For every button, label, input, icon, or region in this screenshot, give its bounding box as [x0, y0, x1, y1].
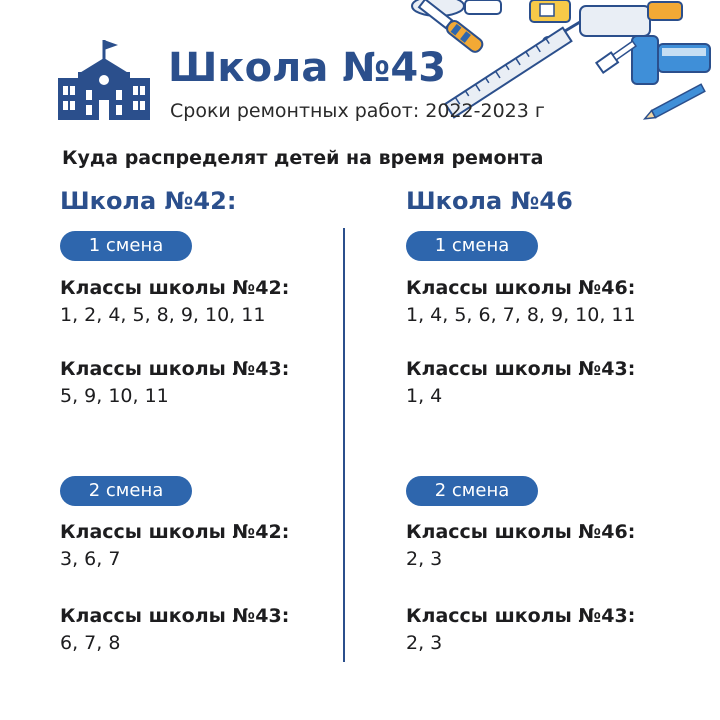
column-title-school-46: Школа №46 — [406, 187, 573, 215]
group-label: Классы школы №43: — [406, 358, 636, 380]
group-value: 1, 2, 4, 5, 8, 9, 10, 11 — [60, 304, 266, 326]
group-label: Классы школы №46: — [406, 521, 636, 543]
group-value: 1, 4, 5, 6, 7, 8, 9, 10, 11 — [406, 304, 636, 326]
group-label: Классы школы №46: — [406, 277, 636, 299]
shift-badge: 2 смена — [60, 476, 192, 506]
shift-badge: 1 смена — [60, 231, 192, 261]
group-value: 2, 3 — [406, 632, 443, 654]
page-subtitle: Сроки ремонтных работ: 2022-2023 г — [170, 100, 545, 122]
group-value: 2, 3 — [406, 548, 443, 570]
group-label: Классы школы №43: — [60, 358, 290, 380]
group-value: 6, 7, 8 — [60, 632, 121, 654]
shift-badge: 2 смена — [406, 476, 538, 506]
group-value: 3, 6, 7 — [60, 548, 121, 570]
column-title-school-42: Школа №42: — [60, 187, 237, 215]
group-value: 5, 9, 10, 11 — [60, 385, 169, 407]
column-divider — [343, 228, 345, 662]
group-value: 1, 4 — [406, 385, 443, 407]
group-label: Классы школы №43: — [406, 605, 636, 627]
group-label: Классы школы №42: — [60, 277, 290, 299]
section-heading: Куда распределят детей на время ремонта — [62, 147, 544, 169]
school-building-icon — [56, 38, 152, 122]
page-title: Школа №43 — [168, 45, 447, 91]
group-label: Классы школы №43: — [60, 605, 290, 627]
group-label: Классы школы №42: — [60, 521, 290, 543]
shift-badge: 1 смена — [406, 231, 538, 261]
